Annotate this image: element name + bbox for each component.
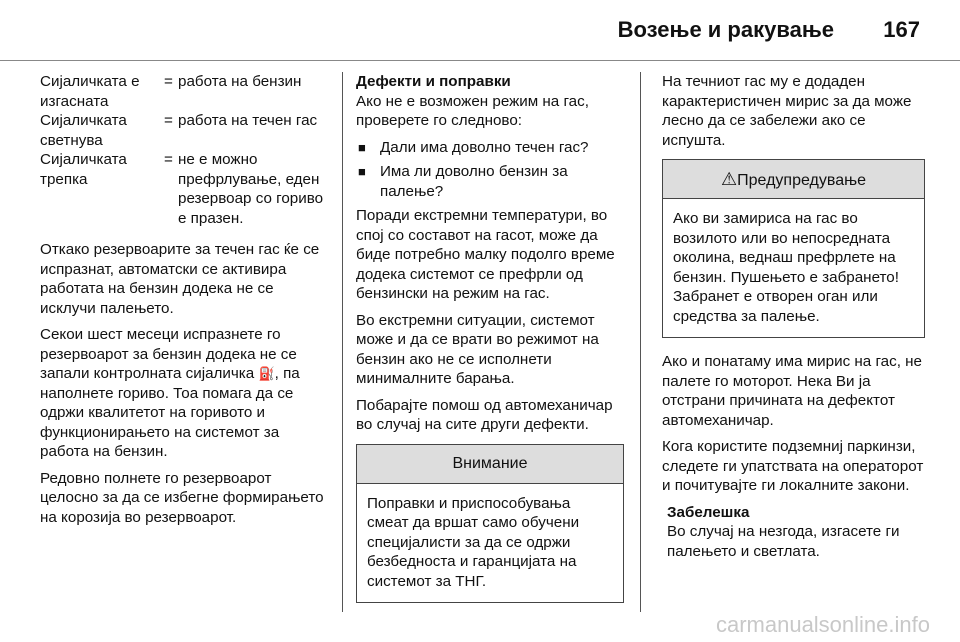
caution-box — [356, 444, 624, 604]
status-row — [40, 150, 330, 228]
status-label: Сијаличката светнува — [40, 112, 127, 149]
paragraph: Ако и понатаму има мирис на гас, не палете го моторот. Нека Ви ја отстрани причината на дефектот автомеханичар. — [662, 353, 922, 429]
status-value: работа на течен гас — [178, 112, 318, 129]
paragraph-text: Секои шест месеци испразнете го резервоарот за бензин додека не се запали контролната сијаличка — [40, 326, 297, 382]
status-row — [40, 111, 330, 150]
warning-header — [663, 160, 924, 199]
paragraph: На течниот гас му е додаден карактеристичен мирис за да може лесно да се забележи ако се испушта. — [662, 73, 912, 149]
page-number: 167 — [883, 17, 920, 42]
column-right — [662, 72, 925, 561]
status-value: работа на бензин — [178, 73, 302, 90]
header-title: Возење и ракување — [617, 17, 834, 42]
paragraph: Редовно полнете го резервоарот целосно за да се избегне формирањето на корозија во резервоарот. — [40, 469, 324, 526]
list-item: ■ Дали има доволно течен гас? — [356, 138, 624, 158]
header-divider — [0, 60, 960, 61]
warning-body: Ако ви замириса на гас во возилото или во непосредната околина, веднаш префрлете на бензин. Пушењето е забрането! Забранет е отворен оган или средства за палење. — [673, 210, 899, 325]
caution-title: Внимание — [357, 445, 623, 484]
note-title: Забелешка — [667, 503, 750, 521]
column-left — [40, 72, 330, 534]
status-label: Сијаличката трепка — [40, 151, 127, 188]
equals-sign: = — [164, 151, 173, 168]
section-heading: Дефекти и поправки — [356, 73, 511, 90]
paragraph-text: , па наполнете гориво. Тоа помага да се одржи квалитетот на горивото и функционирањето на системот за работа на бензин. — [40, 365, 300, 460]
paragraph: Побарајте помош од автомеханичар во случај на сите други дефекти. — [356, 396, 613, 433]
watermark: carmanualsonline.info — [715, 612, 930, 637]
equals-sign: = — [164, 73, 173, 90]
warning-triangle-icon: ⚠ — [721, 169, 738, 189]
paragraph: Ако не е возможен режим на гас, проверете го следново: — [356, 92, 589, 129]
status-row — [40, 72, 330, 111]
bullet-list — [356, 138, 624, 202]
paragraph: Кога користите подземниј паркинзи, следете ги упатствата на операторот и почитувајте ги локалните закони. — [662, 438, 924, 494]
paragraph: Откако резервоарите за течен гас ќе се испразнат, автоматски се активира работата на бензин додека не се исклучи палењето. — [40, 241, 320, 317]
note-body: Во случај на незгода, изгасете ги палењето и светлата. — [667, 523, 900, 560]
list-item: ■ Има ли доволно бензин за палење? — [356, 162, 624, 201]
caution-body: Поправки и приспособувања смеат да вршат само обучени специјалисти за да се одржи безбедноста и гаранцијата на системот за ТНГ. — [367, 494, 580, 590]
column-middle — [356, 72, 624, 603]
paragraph: Поради екстремни температури, во спој со составот на гасот, може да биде потребно малку подолго време додека системот се префрли од бензински на режим на гас. — [356, 207, 615, 302]
equals-sign: = — [164, 112, 173, 129]
status-value: не е можно префрлување, еден резервоар со гориво е празен. — [178, 151, 324, 227]
paragraph — [40, 325, 330, 462]
status-label: Сијаличката е изгасната — [40, 73, 140, 110]
warning-box — [662, 159, 925, 338]
column-divider-2 — [640, 72, 641, 612]
warning-title: Предупредување — [737, 172, 866, 189]
status-table — [40, 72, 330, 228]
note — [667, 503, 925, 562]
fuel-lamp-icon: ⛽ — [258, 366, 275, 381]
column-divider-1 — [342, 72, 343, 612]
paragraph: Во екстремни ситуации, системот може и да се врати во режимот на бензин ако не се исполнети минималните барања. — [356, 311, 599, 387]
